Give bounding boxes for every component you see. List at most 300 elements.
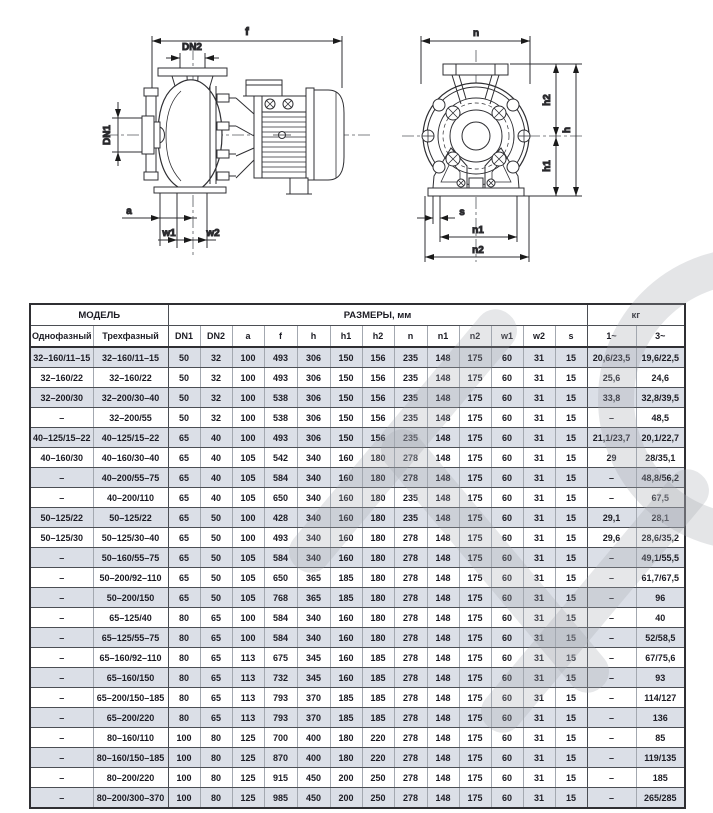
weight-cell: 67/75,6 [636, 648, 685, 668]
dimension-cell: 542 [264, 448, 297, 468]
dimension-cell: 65 [168, 508, 200, 528]
model-cell: 50–125/30–40 [93, 528, 168, 548]
dimension-cell: 250 [362, 788, 394, 809]
table-row [30, 408, 685, 428]
dimension-cell: 60 [491, 708, 523, 728]
dimension-cell: 80 [200, 748, 232, 768]
model-cell: 40–200/55–75 [93, 468, 168, 488]
dimension-cell: 400 [297, 728, 330, 748]
dimension-cell: 32 [200, 408, 232, 428]
dimension-cell: 278 [394, 568, 427, 588]
dimension-cell: 15 [555, 548, 587, 568]
dimension-cell: 278 [394, 688, 427, 708]
table-row [30, 388, 685, 408]
model-cell: – [30, 408, 93, 428]
dimension-cell: 150 [330, 368, 362, 388]
dimension-cell: 175 [459, 528, 491, 548]
dimension-cell: 15 [555, 428, 587, 448]
dimension-cell: 105 [232, 468, 264, 488]
dimension-table-body [30, 347, 685, 808]
dimension-cell: 31 [523, 428, 555, 448]
dimension-cell: 340 [297, 488, 330, 508]
table-row [30, 688, 685, 708]
column-header: h [297, 326, 330, 348]
dimension-cell: 493 [264, 428, 297, 448]
dimension-cell: 60 [491, 508, 523, 528]
dimension-cell: 60 [491, 668, 523, 688]
dimension-cell: 50 [168, 388, 200, 408]
model-cell: 32–200/30–40 [93, 388, 168, 408]
dimension-cell: 50 [168, 408, 200, 428]
dimension-cell: 278 [394, 448, 427, 468]
dimension-cell: 15 [555, 448, 587, 468]
dimension-cell: 15 [555, 748, 587, 768]
dimension-cell: 50 [168, 347, 200, 368]
model-cell: 40–125/15–22 [93, 428, 168, 448]
pump-side-view-drawing [102, 26, 370, 258]
dimension-cell: 15 [555, 347, 587, 368]
dimension-cell: 125 [232, 728, 264, 748]
dimension-cell: 31 [523, 748, 555, 768]
dim-label-h1: h1 [542, 160, 553, 172]
dimension-cell: 80 [200, 728, 232, 748]
dim-label-w2: w2 [206, 228, 220, 239]
dimension-cell: 180 [330, 728, 362, 748]
dimension-cell: 160 [330, 508, 362, 528]
dimension-cell: 538 [264, 388, 297, 408]
column-header: f [264, 326, 297, 348]
dimension-cell: 100 [232, 628, 264, 648]
dimension-cell: 148 [427, 568, 459, 588]
dimension-cell: 31 [523, 788, 555, 809]
model-cell: 65–125/40 [93, 608, 168, 628]
dimension-cell: 235 [394, 508, 427, 528]
dimension-cell: 60 [491, 468, 523, 488]
dimension-cell: 65 [200, 628, 232, 648]
dimension-cell: 60 [491, 648, 523, 668]
dimension-cell: 985 [264, 788, 297, 809]
dimension-cell: 175 [459, 648, 491, 668]
dimension-cell: 50 [168, 368, 200, 388]
dim-label-n2: n2 [472, 245, 484, 256]
table-row [30, 468, 685, 488]
dimension-cell: 60 [491, 408, 523, 428]
model-cell: 50–125/22 [30, 508, 93, 528]
dimension-cell: 584 [264, 628, 297, 648]
dimension-cell: 31 [523, 508, 555, 528]
weight-cell: 265/285 [636, 788, 685, 809]
dim-label-n: n [472, 28, 480, 39]
column-header: 1~ [587, 326, 636, 348]
dim-label-h2: h2 [542, 94, 553, 106]
dimension-cell: 148 [427, 368, 459, 388]
dimension-cell: 65 [168, 568, 200, 588]
dimension-cell: 60 [491, 608, 523, 628]
dimension-cell: 160 [330, 628, 362, 648]
dimension-cell: 180 [362, 608, 394, 628]
dimension-cell: 175 [459, 548, 491, 568]
dimension-cell: 220 [362, 748, 394, 768]
dimension-cell: 185 [330, 708, 362, 728]
dimension-cell: 306 [297, 388, 330, 408]
dimension-cell: 65 [168, 488, 200, 508]
model-cell: 65–160/92–110 [93, 648, 168, 668]
dimension-cell: 15 [555, 408, 587, 428]
dimension-cell: 340 [297, 468, 330, 488]
pump-front-view-drawing [402, 28, 584, 262]
dimension-cell: 675 [264, 648, 297, 668]
dimension-cell: 15 [555, 488, 587, 508]
table-row [30, 608, 685, 628]
model-cell: – [30, 748, 93, 768]
dimension-cell: 15 [555, 628, 587, 648]
dimension-cell: 148 [427, 688, 459, 708]
weight-cell: 49,1/55,5 [636, 548, 685, 568]
table-row [30, 628, 685, 648]
dimension-cell: 15 [555, 568, 587, 588]
dimension-cell: 278 [394, 468, 427, 488]
model-cell: – [30, 708, 93, 728]
dimension-cell: 31 [523, 368, 555, 388]
dimension-cell: 793 [264, 688, 297, 708]
model-cell: 50–200/92–110 [93, 568, 168, 588]
dimension-cell: 50 [200, 528, 232, 548]
column-header: h1 [330, 326, 362, 348]
dimension-cell: 105 [232, 568, 264, 588]
dimension-cell: 65 [200, 648, 232, 668]
model-cell: 50–125/30 [30, 528, 93, 548]
dimension-cell: 148 [427, 608, 459, 628]
dimension-cell: 584 [264, 468, 297, 488]
dimension-cell: 175 [459, 508, 491, 528]
dimension-cell: 31 [523, 408, 555, 428]
model-cell: – [30, 588, 93, 608]
dimension-cell: 148 [427, 588, 459, 608]
weight-cell: 20,6/23,5 [587, 347, 636, 368]
dimension-cell: 220 [362, 728, 394, 748]
weight-cell: 29,6 [587, 528, 636, 548]
dimension-cell: 156 [362, 428, 394, 448]
dimension-cell: 365 [297, 588, 330, 608]
dimension-cell: 175 [459, 448, 491, 468]
table-row [30, 708, 685, 728]
group-header-row [30, 304, 685, 326]
weight-cell: 32,8/39,5 [636, 388, 685, 408]
dimension-cell: 100 [232, 408, 264, 428]
table-row [30, 347, 685, 368]
dimension-cell: 32 [200, 388, 232, 408]
column-header: 3~ [636, 326, 685, 348]
weight-cell: 52/58,5 [636, 628, 685, 648]
dimension-cell: 60 [491, 347, 523, 368]
weight-cell: 114/127 [636, 688, 685, 708]
table-row [30, 428, 685, 448]
model-cell: 80–200/220 [93, 768, 168, 788]
weight-cell: 33,8 [587, 388, 636, 408]
technical-drawings [0, 0, 713, 292]
dimension-cell: 175 [459, 408, 491, 428]
dimension-cell: 278 [394, 668, 427, 688]
column-header-row [30, 326, 685, 348]
dimension-cell: 80 [168, 708, 200, 728]
dimension-cell: 31 [523, 388, 555, 408]
dimension-cell: 65 [168, 448, 200, 468]
dimension-cell: 345 [297, 648, 330, 668]
dimension-cell: 148 [427, 347, 459, 368]
model-cell: – [30, 548, 93, 568]
model-cell: 50–125/22 [93, 508, 168, 528]
dimension-cell: 148 [427, 388, 459, 408]
dimension-cell: 150 [330, 428, 362, 448]
dimension-cell: 15 [555, 528, 587, 548]
dimension-cell: 148 [427, 648, 459, 668]
column-header: Трехфазный [93, 326, 168, 348]
dimension-cell: 156 [362, 388, 394, 408]
dimension-cell: 235 [394, 408, 427, 428]
weight-cell: – [587, 768, 636, 788]
dimension-cell: 732 [264, 668, 297, 688]
dimension-cell: 60 [491, 728, 523, 748]
dimension-cell: 175 [459, 688, 491, 708]
weight-cell: – [587, 548, 636, 568]
weight-cell: 21,1/23,7 [587, 428, 636, 448]
column-header: a [232, 326, 264, 348]
dimension-cell: 278 [394, 748, 427, 768]
dimension-cell: 100 [168, 768, 200, 788]
dimension-cell: 65 [200, 688, 232, 708]
model-cell: – [30, 628, 93, 648]
model-cell: – [30, 668, 93, 688]
dimension-cell: 15 [555, 588, 587, 608]
dimension-cell: 450 [297, 788, 330, 809]
dimension-cell: 175 [459, 488, 491, 508]
model-cell: – [30, 488, 93, 508]
table-row [30, 568, 685, 588]
dimension-cell: 148 [427, 768, 459, 788]
dimension-cell: 125 [232, 748, 264, 768]
model-cell: 65–125/55–75 [93, 628, 168, 648]
dimension-cell: 40 [200, 468, 232, 488]
dimension-cell: 150 [330, 388, 362, 408]
dimension-cell: 100 [232, 428, 264, 448]
weight-cell: – [587, 588, 636, 608]
model-cell: – [30, 688, 93, 708]
dimension-cell: 148 [427, 408, 459, 428]
dimension-cell: 235 [394, 488, 427, 508]
dimension-cell: 278 [394, 648, 427, 668]
dimension-cell: 306 [297, 368, 330, 388]
weight-cell: 29 [587, 448, 636, 468]
dim-label-n1: n1 [472, 225, 484, 236]
dimension-cell: 175 [459, 388, 491, 408]
dimension-cell: 31 [523, 728, 555, 748]
dimension-cell: 370 [297, 708, 330, 728]
dimension-cell: 15 [555, 648, 587, 668]
table-row [30, 548, 685, 568]
dimension-cell: 180 [362, 568, 394, 588]
table-row [30, 528, 685, 548]
dimension-cell: 175 [459, 668, 491, 688]
dimension-cell: 31 [523, 528, 555, 548]
model-cell: 80–160/110 [93, 728, 168, 748]
weight-cell: – [587, 628, 636, 648]
dimension-cell: 180 [362, 528, 394, 548]
dimension-cell: 160 [330, 548, 362, 568]
dimension-cell: 148 [427, 548, 459, 568]
dimension-cell: 278 [394, 548, 427, 568]
dimension-cell: 15 [555, 468, 587, 488]
dimension-cell: 80 [168, 668, 200, 688]
dimension-cell: 125 [232, 768, 264, 788]
dimension-cell: 60 [491, 528, 523, 548]
dimension-cell: 185 [362, 668, 394, 688]
column-header: s [555, 326, 587, 348]
dimension-cell: 100 [168, 748, 200, 768]
pump-dimensions-table [29, 303, 686, 809]
dimension-cell: 105 [232, 488, 264, 508]
dimension-cell: 60 [491, 488, 523, 508]
weight-cell: – [587, 568, 636, 588]
dimension-cell: 175 [459, 748, 491, 768]
dimension-cell: 31 [523, 448, 555, 468]
dimension-cell: 584 [264, 608, 297, 628]
dimension-cell: 180 [362, 448, 394, 468]
weight-cell: – [587, 408, 636, 428]
column-header: n [394, 326, 427, 348]
dimension-cell: 278 [394, 588, 427, 608]
weight-cell: 40 [636, 608, 685, 628]
model-cell: – [30, 568, 93, 588]
weight-cell: 136 [636, 708, 685, 728]
weight-cell: 119/135 [636, 748, 685, 768]
dimension-cell: 15 [555, 728, 587, 748]
weight-cell: 24,6 [636, 368, 685, 388]
dimension-cell: 31 [523, 708, 555, 728]
dimension-cell: 250 [362, 768, 394, 788]
dimension-cell: 160 [330, 668, 362, 688]
dimension-cell: 175 [459, 347, 491, 368]
table-row [30, 728, 685, 748]
dimension-cell: 175 [459, 628, 491, 648]
dimension-cell: 278 [394, 728, 427, 748]
dimension-cell: 31 [523, 768, 555, 788]
table-row [30, 588, 685, 608]
dimension-cell: 160 [330, 608, 362, 628]
dimension-cell: 65 [168, 588, 200, 608]
dimension-cell: 175 [459, 468, 491, 488]
dim-label-a: a [126, 206, 132, 217]
dimension-cell: 31 [523, 668, 555, 688]
dimension-cell: 306 [297, 347, 330, 368]
model-cell: 32–200/30 [30, 388, 93, 408]
dimension-cell: 180 [362, 628, 394, 648]
dimension-cell: 31 [523, 608, 555, 628]
dimension-cell: 235 [394, 368, 427, 388]
weight-cell: – [587, 648, 636, 668]
table-row [30, 788, 685, 809]
dimension-cell: 768 [264, 588, 297, 608]
dimension-cell: 185 [330, 588, 362, 608]
table-row [30, 648, 685, 668]
weight-cell: – [587, 488, 636, 508]
dimension-cell: 175 [459, 708, 491, 728]
dimension-cell: 31 [523, 588, 555, 608]
dimension-cell: 15 [555, 388, 587, 408]
weight-cell: – [587, 608, 636, 628]
dimension-cell: 306 [297, 408, 330, 428]
dimension-cell: 60 [491, 748, 523, 768]
model-cell: 32–160/11–15 [30, 347, 93, 368]
dimension-cell: 32 [200, 347, 232, 368]
dimension-cell: 156 [362, 368, 394, 388]
dimension-cell: 278 [394, 708, 427, 728]
model-cell: – [30, 728, 93, 748]
dimension-cell: 235 [394, 347, 427, 368]
weight-cell: 29,1 [587, 508, 636, 528]
dimension-cell: 148 [427, 728, 459, 748]
dimension-cell: 278 [394, 608, 427, 628]
dimension-cell: 50 [200, 508, 232, 528]
group-header: МОДЕЛЬ [30, 304, 168, 326]
dimension-cell: 65 [200, 608, 232, 628]
dimension-cell: 31 [523, 648, 555, 668]
dimension-cell: 113 [232, 688, 264, 708]
dimension-cell: 160 [330, 528, 362, 548]
dimension-cell: 870 [264, 748, 297, 768]
dimension-cell: 180 [362, 468, 394, 488]
dimension-cell: 60 [491, 788, 523, 809]
dimension-table [29, 303, 686, 809]
dimension-cell: 650 [264, 488, 297, 508]
dimension-cell: 365 [297, 568, 330, 588]
dimension-cell: 60 [491, 688, 523, 708]
dimension-cell: 340 [297, 448, 330, 468]
dimension-cell: 80 [200, 768, 232, 788]
dimension-cell: 60 [491, 768, 523, 788]
weight-cell: – [587, 708, 636, 728]
model-cell: – [30, 788, 93, 809]
weight-cell: 19,6/22,5 [636, 347, 685, 368]
dimension-cell: 450 [297, 768, 330, 788]
dimension-cell: 148 [427, 528, 459, 548]
dimension-cell: 40 [200, 428, 232, 448]
dimension-cell: 148 [427, 508, 459, 528]
model-cell: 50–160/55–75 [93, 548, 168, 568]
dimension-cell: 493 [264, 347, 297, 368]
dimension-cell: 15 [555, 788, 587, 809]
dimension-cell: 200 [330, 768, 362, 788]
dimension-cell: 278 [394, 788, 427, 809]
dimension-cell: 31 [523, 548, 555, 568]
dimension-cell: 175 [459, 728, 491, 748]
dimension-cell: 65 [168, 428, 200, 448]
weight-cell: 85 [636, 728, 685, 748]
dimension-cell: 340 [297, 528, 330, 548]
dimension-cell: 235 [394, 388, 427, 408]
dimension-cell: 493 [264, 528, 297, 548]
dimension-cell: 50 [200, 568, 232, 588]
dimension-cell: 793 [264, 708, 297, 728]
column-header: w1 [491, 326, 523, 348]
dimension-cell: 148 [427, 468, 459, 488]
weight-cell: 48,8/56,2 [636, 468, 685, 488]
dimension-cell: 40 [200, 488, 232, 508]
column-header: n2 [459, 326, 491, 348]
dimension-cell: 60 [491, 548, 523, 568]
weight-cell: 93 [636, 668, 685, 688]
weight-cell: 185 [636, 768, 685, 788]
model-cell: – [30, 468, 93, 488]
